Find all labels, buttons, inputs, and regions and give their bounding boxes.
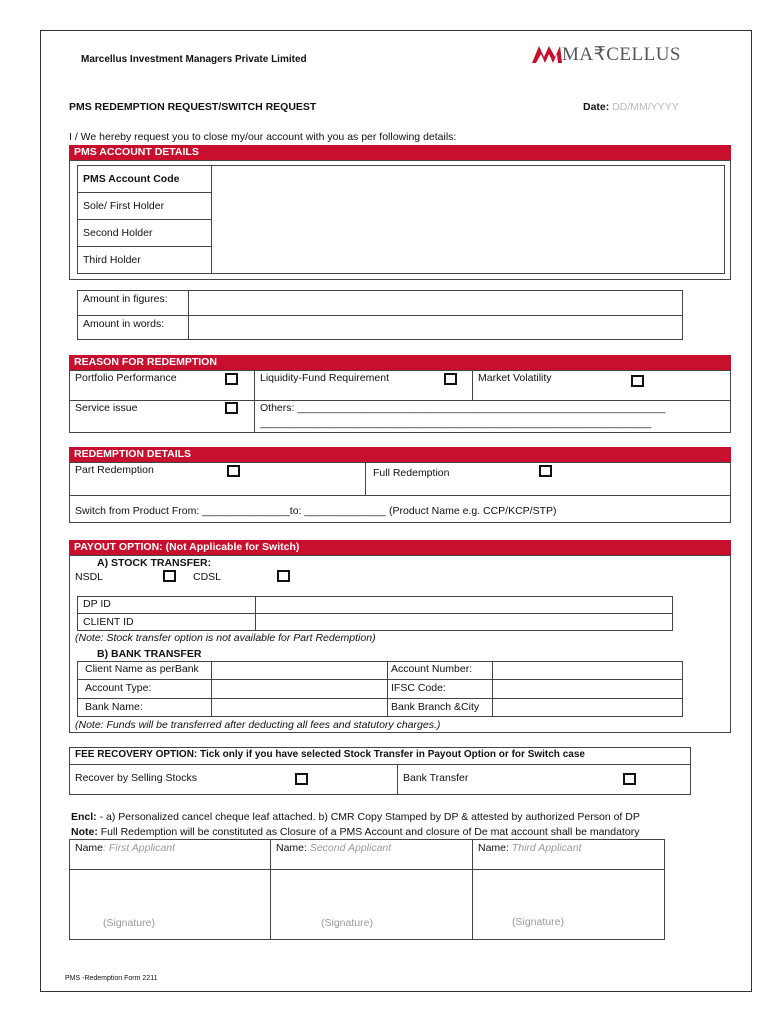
account-type-label: Account Type: — [85, 682, 152, 694]
section-header-redemption: REDEMPTION DETAILS — [69, 447, 731, 462]
ifsc-label: IFSC Code: — [391, 682, 446, 694]
cdsl-checkbox[interactable] — [277, 570, 290, 582]
fee-bank-transfer-checkbox[interactable] — [623, 773, 636, 785]
second-applicant-placeholder: Second Applicant — [309, 842, 392, 854]
reason-portfolio-checkbox[interactable] — [225, 373, 238, 385]
first-applicant-name[interactable] — [75, 842, 175, 854]
date-label: Date: — [583, 101, 610, 113]
client-id-input[interactable] — [257, 615, 671, 630]
amount-figures-input[interactable] — [190, 292, 680, 314]
stock-transfer-heading: A) STOCK TRANSFER: — [97, 557, 212, 569]
dp-id-input[interactable] — [257, 597, 671, 612]
third-holder-input[interactable] — [213, 248, 723, 272]
second-applicant-name[interactable] — [276, 842, 391, 854]
client-name-label: Client Name as perBank — [85, 663, 199, 675]
encl-label: Encl: — [71, 811, 97, 823]
company-name: Marcellus Investment Managers Private Limited — [81, 54, 307, 65]
nsdl-checkbox[interactable] — [163, 570, 176, 582]
cdsl-label: CDSL — [193, 571, 222, 583]
full-redemption-label: Full Redemption — [373, 467, 450, 479]
enclosure-text — [71, 811, 640, 823]
bank-name-label: Bank Name: — [85, 701, 143, 713]
recover-selling-label: Recover by Selling Stocks — [75, 772, 197, 784]
form-page — [40, 30, 752, 992]
account-number-input[interactable] — [494, 662, 681, 678]
account-number-label: Account Number: — [391, 663, 473, 675]
closure-note — [71, 826, 639, 838]
pms-account-code-input[interactable] — [213, 167, 723, 191]
third-applicant-name[interactable] — [478, 842, 582, 854]
sole-holder-label: Sole/ First Holder — [83, 200, 165, 212]
second-holder-input[interactable] — [213, 221, 723, 245]
part-redemption-checkbox[interactable] — [227, 465, 240, 477]
date-placeholder[interactable]: DD/MM/YYYY — [612, 101, 679, 113]
signature-label-2: (Signature) — [321, 917, 373, 929]
date-field[interactable] — [583, 101, 679, 113]
name-label-3: Name: — [478, 842, 512, 854]
first-applicant-signature-box[interactable] — [71, 871, 268, 937]
reason-others-line2[interactable]: ___________________________________________________________________ — [260, 417, 652, 429]
form-code: PMS -Redemption Form 2211 — [65, 975, 158, 982]
second-holder-label: Second Holder — [83, 227, 153, 239]
client-id-label: CLIENT ID — [83, 616, 134, 628]
note-label: Note: — [71, 826, 98, 838]
bank-name-input[interactable] — [213, 700, 385, 716]
third-applicant-signature-box[interactable] — [474, 871, 663, 937]
amount-words-input[interactable] — [190, 317, 680, 339]
amount-words-label: Amount in words: — [83, 318, 165, 330]
reason-liquidity-label: Liquidity-Fund Requirement — [260, 372, 389, 384]
sole-holder-input[interactable] — [213, 194, 723, 218]
account-type-input[interactable] — [213, 681, 385, 697]
reason-service-label: Service issue — [75, 402, 138, 414]
third-holder-label: Third Holder — [83, 254, 141, 266]
form-title: PMS REDEMPTION REQUEST/SWITCH REQUEST — [69, 101, 317, 113]
name-label-2: Name: — [276, 842, 310, 854]
bank-branch-input[interactable] — [494, 700, 681, 716]
amount-figures-label: Amount in figures: — [83, 293, 168, 305]
section-header-account: PMS ACCOUNT DETAILS — [69, 145, 731, 160]
recover-selling-checkbox[interactable] — [295, 773, 308, 785]
name-label-1: Name — [75, 842, 104, 854]
section-header-reason: REASON FOR REDEMPTION — [69, 355, 731, 370]
reason-service-checkbox[interactable] — [225, 402, 238, 414]
signature-label-1: (Signature) — [103, 917, 155, 929]
reason-volatility-checkbox[interactable] — [631, 375, 644, 387]
encl-rest: - a) Personalized cancel cheque leaf attached. b) CMR Copy Stamped by DP & attested by authorized Person of DP — [96, 811, 640, 823]
bank-note: (Note: Funds will be transferred after deducting all fees and statutory charges.) — [75, 719, 441, 731]
third-applicant-placeholder: Third Applicant — [511, 842, 582, 854]
fee-bank-transfer-label: Bank Transfer — [403, 772, 469, 784]
ifsc-input[interactable] — [494, 681, 681, 697]
reason-volatility-label: Market Volatility — [478, 372, 552, 384]
logo-mark-icon — [531, 43, 563, 65]
switch-product-field[interactable]: Switch from Product From: _______________to: ______________ (Product Name e.g. CCP/KCP/STP) — [75, 505, 557, 517]
full-redemption-checkbox[interactable] — [539, 465, 552, 477]
part-redemption-label: Part Redemption — [75, 464, 154, 476]
bank-transfer-heading: B) BANK TRANSFER — [97, 648, 202, 660]
reason-others-field[interactable]: Others: _______________________________________________________________ — [260, 402, 666, 414]
nsdl-label: NSDL — [75, 571, 104, 583]
note-rest: Full Redemption will be constituted as Closure of a PMS Account and closure of De mat account shall be mandatory — [97, 826, 640, 838]
reason-portfolio-label: Portfolio Performance — [75, 372, 177, 384]
bank-branch-label: Bank Branch &City — [391, 701, 480, 713]
logo-text: MA₹CELLUS — [562, 44, 681, 65]
pms-account-code-label: PMS Account Code — [83, 173, 180, 185]
first-applicant-placeholder: : First Applicant — [103, 842, 175, 854]
client-name-input[interactable] — [213, 662, 385, 678]
reason-liquidity-checkbox[interactable] — [444, 373, 457, 385]
marcellus-logo — [531, 43, 681, 70]
stock-note: (Note: Stock transfer option is not available for Part Redemption) — [75, 632, 376, 644]
dp-id-label: DP ID — [83, 598, 111, 610]
section-header-payout: PAYOUT OPTION: (Not Applicable for Switch) — [69, 540, 731, 555]
intro-text: I / We hereby request you to close my/our account with you as per following details: — [69, 131, 457, 143]
signature-label-3: (Signature) — [512, 916, 564, 928]
fee-recovery-title: FEE RECOVERY OPTION: Tick only if you have selected Stock Transfer in Payout Option or for Switch case — [75, 749, 585, 760]
